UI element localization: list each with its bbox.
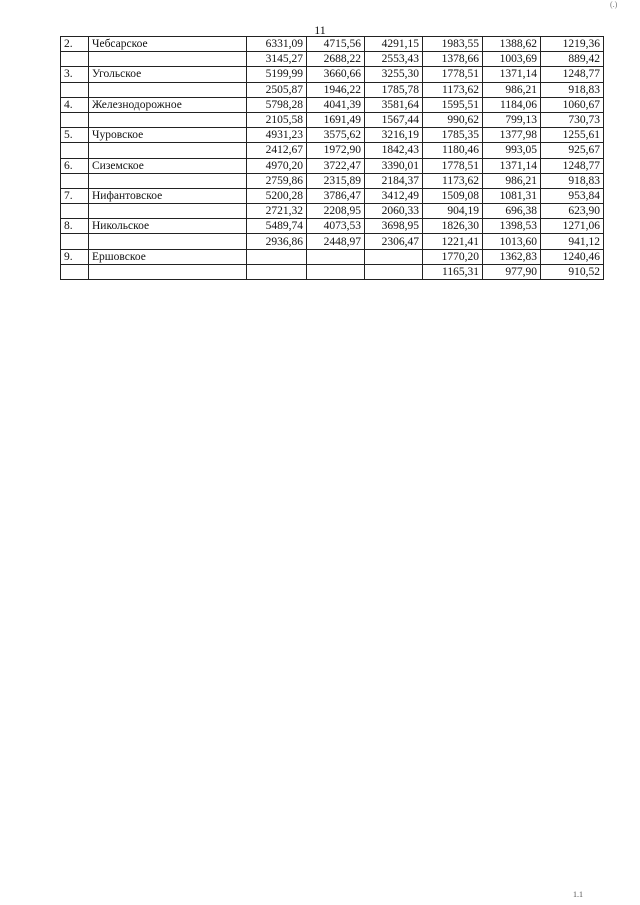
value-cell: 2060,33 [365,204,423,219]
value-cell: 1221,41 [423,234,483,249]
row-number-cell [61,264,89,279]
value-cell: 1691,49 [307,112,365,127]
value-cell: 3145,27 [247,52,307,67]
value-cell: 2936,86 [247,234,307,249]
table-row [61,37,604,52]
value-cell: 1842,43 [365,143,423,158]
row-number-cell: 4. [61,97,89,112]
value-cell: 986,21 [483,82,541,97]
value-cell: 1013,60 [483,234,541,249]
value-cell: 1248,77 [541,158,604,173]
value-cell: 1240,46 [541,249,604,264]
value-cell [307,249,365,264]
value-cell: 1271,06 [541,219,604,234]
value-cell: 2306,47 [365,234,423,249]
value-cell: 4970,20 [247,158,307,173]
value-cell: 5200,28 [247,188,307,203]
value-cell: 2184,37 [365,173,423,188]
value-cell: 1567,44 [365,112,423,127]
value-cell: 889,42 [541,52,604,67]
table-row [61,52,604,67]
value-cell: 3575,62 [307,128,365,143]
settlement-name-cell [89,173,247,188]
value-cell: 1003,69 [483,52,541,67]
value-cell: 2412,67 [247,143,307,158]
settlement-name-cell [89,52,247,67]
value-cell: 918,83 [541,82,604,97]
value-cell: 1173,62 [423,82,483,97]
value-cell: 730,73 [541,112,604,127]
value-cell [307,264,365,279]
value-cell: 5199,99 [247,67,307,82]
row-number-cell: 9. [61,249,89,264]
value-cell: 918,83 [541,173,604,188]
value-cell: 3722,47 [307,158,365,173]
value-cell: 4291,15 [365,37,423,52]
value-cell: 3390,01 [365,158,423,173]
settlement-name-cell: Ершовское [89,249,247,264]
value-cell: 1388,62 [483,37,541,52]
value-cell: 1972,90 [307,143,365,158]
settlement-name-cell: Сиземское [89,158,247,173]
value-cell: 623,90 [541,204,604,219]
value-cell: 1770,20 [423,249,483,264]
table-row [61,158,604,173]
value-cell: 5489,74 [247,219,307,234]
value-cell: 1180,46 [423,143,483,158]
value-cell: 904,19 [423,204,483,219]
table-row [61,188,604,203]
value-cell: 1371,14 [483,158,541,173]
value-cell: 3216,19 [365,128,423,143]
value-cell: 925,67 [541,143,604,158]
value-cell: 1165,31 [423,264,483,279]
value-cell: 941,12 [541,234,604,249]
value-cell: 1595,51 [423,97,483,112]
value-cell: 1184,06 [483,97,541,112]
settlement-name-cell: Угольское [89,67,247,82]
value-cell: 1378,66 [423,52,483,67]
value-cell: 1060,67 [541,97,604,112]
table-body [61,37,604,280]
value-cell: 2105,58 [247,112,307,127]
value-cell: 1778,51 [423,67,483,82]
value-cell: 2208,95 [307,204,365,219]
value-cell: 4073,53 [307,219,365,234]
value-cell: 910,52 [541,264,604,279]
value-cell: 1785,78 [365,82,423,97]
value-cell: 1371,14 [483,67,541,82]
value-cell: 799,13 [483,112,541,127]
settlement-name-cell [89,204,247,219]
row-number-cell: 7. [61,188,89,203]
row-number-cell: 8. [61,219,89,234]
settlement-name-cell: Чебсарское [89,37,247,52]
row-number-cell [61,52,89,67]
table-row [61,219,604,234]
value-cell: 1081,31 [483,188,541,203]
value-cell: 2315,89 [307,173,365,188]
table-row [61,204,604,219]
settlement-name-cell [89,112,247,127]
value-cell: 2688,22 [307,52,365,67]
settlement-name-cell [89,82,247,97]
value-cell: 696,38 [483,204,541,219]
page-number: 11 [314,23,326,37]
table-row [61,234,604,249]
value-cell: 953,84 [541,188,604,203]
value-cell: 2448,97 [307,234,365,249]
value-cell: 2759,86 [247,173,307,188]
value-cell: 3412,49 [365,188,423,203]
value-cell: 1785,35 [423,128,483,143]
value-cell: 4931,23 [247,128,307,143]
settlement-name-cell [89,264,247,279]
value-cell: 2721,32 [247,204,307,219]
value-cell: 1248,77 [541,67,604,82]
row-number-cell [61,173,89,188]
table-row [61,173,604,188]
value-cell: 3255,30 [365,67,423,82]
value-cell: 5798,28 [247,97,307,112]
row-number-cell: 6. [61,158,89,173]
row-number-cell: 3. [61,67,89,82]
corner-mark: (.) [610,0,618,9]
value-cell [247,264,307,279]
data-table [60,36,604,280]
value-cell: 1509,08 [423,188,483,203]
value-cell: 990,62 [423,112,483,127]
settlement-name-cell: Нифантовское [89,188,247,203]
row-number-cell [61,234,89,249]
value-cell: 1983,55 [423,37,483,52]
table-row [61,112,604,127]
value-cell: 1377,98 [483,128,541,143]
value-cell: 2553,43 [365,52,423,67]
value-cell: 1219,36 [541,37,604,52]
row-number-cell: 5. [61,128,89,143]
value-cell: 1362,83 [483,249,541,264]
settlement-name-cell: Чуровское [89,128,247,143]
settlement-name-cell [89,143,247,158]
value-cell: 2505,87 [247,82,307,97]
settlement-name-cell: Никольское [89,219,247,234]
value-cell: 1778,51 [423,158,483,173]
value-cell: 3786,47 [307,188,365,203]
value-cell: 1255,61 [541,128,604,143]
table-row [61,97,604,112]
row-number-cell [61,82,89,97]
value-cell [247,249,307,264]
value-cell: 1826,30 [423,219,483,234]
row-number-cell [61,112,89,127]
settlement-name-cell: Железнодорожное [89,97,247,112]
value-cell: 4041,39 [307,97,365,112]
value-cell: 1173,62 [423,173,483,188]
table-row [61,67,604,82]
value-cell: 977,90 [483,264,541,279]
value-cell: 3581,64 [365,97,423,112]
settlement-name-cell [89,234,247,249]
row-number-cell: 2. [61,37,89,52]
value-cell: 986,21 [483,173,541,188]
value-cell [365,264,423,279]
value-cell: 1946,22 [307,82,365,97]
table-row [61,143,604,158]
value-cell: 3698,95 [365,219,423,234]
value-cell: 4715,56 [307,37,365,52]
value-cell: 3660,66 [307,67,365,82]
value-cell: 6331,09 [247,37,307,52]
value-cell: 993,05 [483,143,541,158]
row-number-cell [61,143,89,158]
table-row [61,264,604,279]
row-number-cell [61,204,89,219]
table-row [61,249,604,264]
value-cell [365,249,423,264]
footer-mark: 1.1 [573,890,583,899]
value-cell: 1398,53 [483,219,541,234]
table-row [61,128,604,143]
table-row [61,82,604,97]
